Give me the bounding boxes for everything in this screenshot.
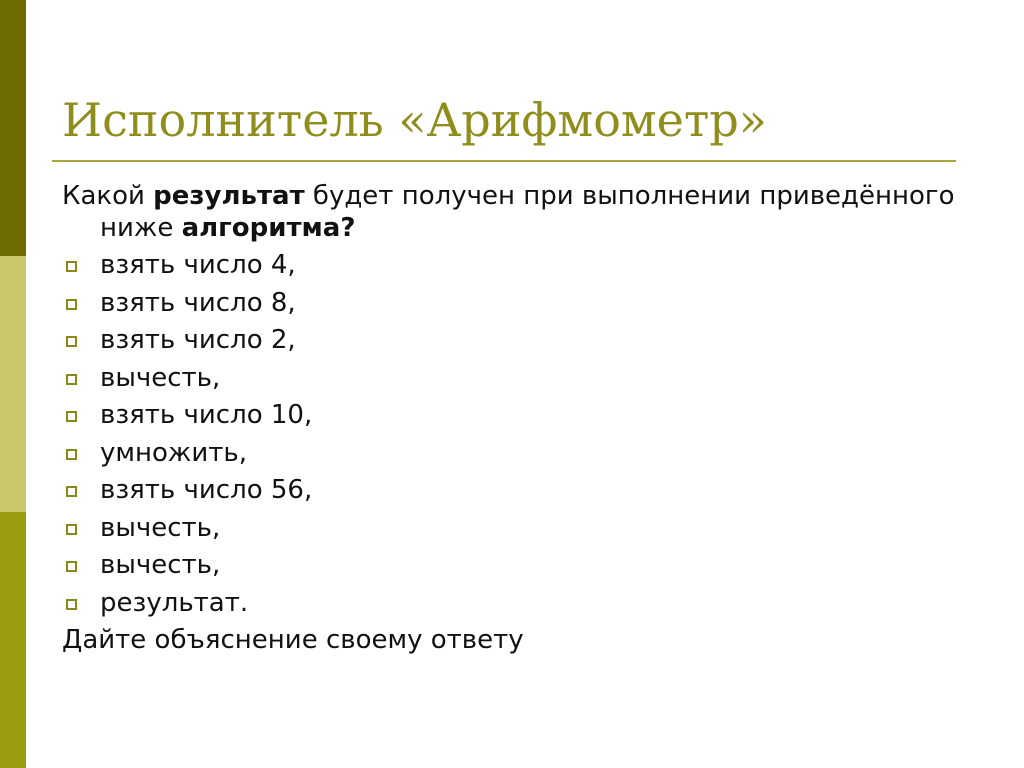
question-bold-algorithm: алгоритма? bbox=[181, 213, 356, 243]
list-item-text: взять число 10, bbox=[100, 400, 313, 430]
closing-text: Дайте объяснение своему ответу bbox=[62, 625, 524, 655]
bar-segment-top bbox=[0, 0, 26, 256]
slide-content bbox=[62, 180, 962, 660]
list-item-text: взять число 8, bbox=[100, 287, 296, 318]
square-bullet-icon bbox=[66, 411, 77, 422]
bar-segment-bottom bbox=[0, 512, 26, 768]
question-bold-result: результат bbox=[153, 181, 305, 211]
list-item bbox=[62, 397, 962, 435]
bar-segment-middle bbox=[0, 256, 26, 512]
list-item bbox=[62, 247, 962, 285]
list-item-text: взять число 4, bbox=[100, 250, 296, 280]
square-bullet-icon bbox=[66, 486, 77, 497]
square-bullet-icon bbox=[66, 449, 77, 460]
title-underline bbox=[52, 160, 956, 162]
list-item bbox=[62, 322, 962, 360]
algorithm-steps-list bbox=[62, 247, 962, 622]
square-bullet-icon bbox=[66, 524, 77, 535]
left-decorative-bar bbox=[0, 0, 26, 768]
square-bullet-icon bbox=[66, 374, 77, 385]
list-item bbox=[62, 360, 962, 398]
square-bullet-icon bbox=[66, 261, 77, 272]
list-item-text: умножить, bbox=[100, 437, 247, 468]
list-item bbox=[62, 435, 962, 473]
square-bullet-icon bbox=[66, 561, 77, 572]
question-part-2: будет получен при выполнении приведённого ниже bbox=[100, 181, 955, 243]
list-item-text: вычесть, bbox=[100, 550, 221, 580]
question-text bbox=[62, 180, 962, 244]
list-item bbox=[62, 547, 962, 585]
list-item bbox=[62, 585, 962, 623]
square-bullet-icon bbox=[66, 599, 77, 610]
square-bullet-icon bbox=[66, 336, 77, 347]
list-item bbox=[62, 510, 962, 548]
list-item-text: вычесть, bbox=[100, 362, 221, 393]
list-item-text: результат. bbox=[100, 587, 249, 618]
list-item-text: взять число 2, bbox=[100, 325, 296, 355]
slide-title: Исполнитель «Арифмометр» bbox=[62, 93, 767, 147]
list-item-text: вычесть, bbox=[100, 512, 221, 543]
list-item bbox=[62, 472, 962, 510]
list-item-text: взять число 56, bbox=[100, 475, 313, 505]
question-part-1: Какой bbox=[62, 181, 154, 211]
list-item bbox=[62, 285, 962, 323]
square-bullet-icon bbox=[66, 299, 77, 310]
